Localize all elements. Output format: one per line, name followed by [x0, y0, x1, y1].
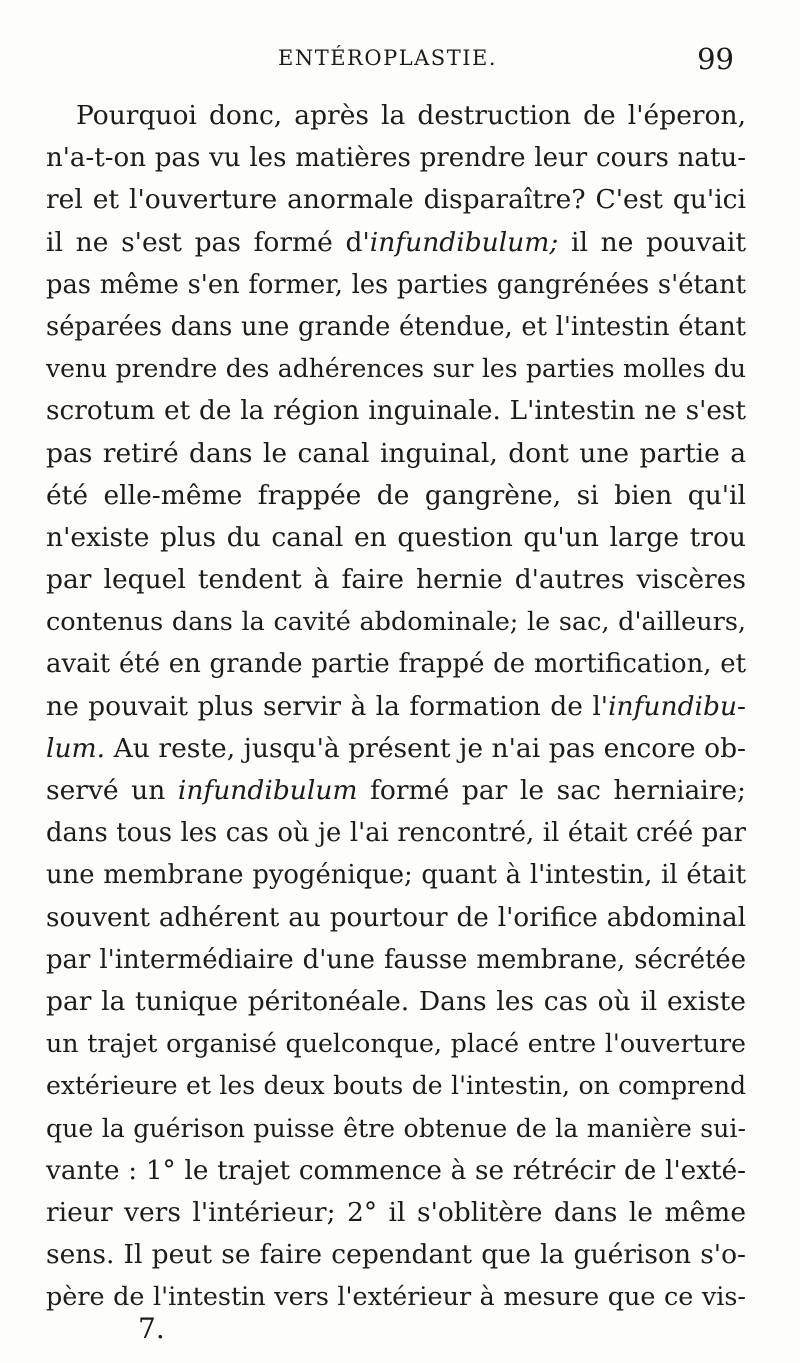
text-segment: rieur vers l'intérieur; 2° il s'oblitère dans le même	[46, 1196, 746, 1228]
text-segment: pas même s'en former, les parties gangrénées s'étant	[46, 269, 746, 300]
text-line	[46, 1023, 746, 1065]
text-segment: servé un	[46, 775, 178, 806]
text-segment: scrotum et de la région inguinale. L'intestin ne s'est	[46, 396, 746, 427]
text-segment: Au reste, jusqu'à présent je n'ai pas encore ob-	[105, 732, 746, 764]
text-segment: sens. Il peut se faire cependant que la guérison s'o-	[46, 1239, 746, 1271]
text-line	[46, 728, 746, 770]
text-line	[46, 179, 746, 221]
text-segment: été elle-même frappée de gangrène, si bien qu'il	[46, 479, 746, 511]
text-segment: contenus dans la cavité abdominale; le sac, d'ailleurs,	[46, 607, 746, 638]
text-segment: ne pouvait plus servir à la formation de l'	[46, 690, 609, 722]
text-segment: il ne s'est pas formé d'	[46, 226, 370, 258]
text-segment: venu prendre des adhérences sur les parties molles du	[46, 354, 746, 384]
text-line	[46, 475, 746, 517]
text-line	[46, 95, 746, 137]
page-number: 99	[697, 42, 734, 76]
text-line	[46, 601, 746, 643]
text-segment: que la guérison puisse être obtenue de la manière sui-	[46, 1113, 746, 1143]
italic-segment: lum.	[46, 732, 106, 764]
text-line	[46, 348, 746, 390]
text-line	[46, 137, 746, 179]
text-segment: extérieure et les deux bouts de l'intestin, on comprend	[46, 1071, 746, 1101]
text-line	[46, 854, 746, 896]
text-line	[46, 812, 746, 854]
text-line	[46, 897, 746, 939]
text-line	[46, 1065, 746, 1107]
text-line	[46, 306, 746, 348]
body-text	[46, 95, 746, 1318]
italic-segment: infundibu-	[608, 690, 746, 722]
text-segment: une membrane pyogénique; quant à l'intestin, il était	[46, 860, 746, 891]
text-line	[46, 770, 746, 812]
text-segment: rel et l'ouverture anormale disparaître? C'est qu'ici	[46, 184, 746, 216]
italic-segment: infundibulum;	[369, 226, 559, 258]
text-segment: par l'intermédiaire d'une fausse membrane, sécrétée	[46, 944, 746, 975]
signature-mark: 7.	[138, 1312, 165, 1345]
text-line	[46, 390, 746, 432]
text-line	[46, 686, 746, 728]
text-line	[46, 559, 746, 601]
text-segment: par lequel tendent à faire hernie d'autres viscères	[46, 564, 746, 596]
page-header	[0, 42, 800, 76]
text-segment: avait été en grande partie frappé de mortification, et	[46, 649, 746, 680]
text-segment: vante : 1° le trajet commence à se rétrécir de l'exté-	[46, 1155, 746, 1186]
text-segment: il ne pouvait	[558, 226, 746, 258]
text-line	[46, 517, 746, 559]
text-segment: un trajet organisé quelconque, placé entre l'ouverture	[46, 1029, 746, 1059]
text-segment: pas retiré dans le canal inguinal, dont une partie a	[46, 437, 746, 469]
text-segment: par la tunique péritonéale. Dans les cas où il existe	[46, 985, 746, 1017]
text-line	[46, 1150, 746, 1192]
text-segment: dans tous les cas où je l'ai rencontré, il était créé par	[46, 818, 746, 849]
text-segment: séparées dans une grande étendue, et l'intestin étant	[46, 311, 746, 342]
text-line	[46, 222, 746, 264]
italic-segment: infundibulum	[177, 775, 358, 806]
text-segment: souvent adhérent au pourtour de l'orifice abdominal	[46, 902, 746, 933]
text-line	[46, 1234, 746, 1276]
text-line	[46, 433, 746, 475]
text-line	[46, 939, 746, 981]
text-line	[46, 981, 746, 1023]
text-segment: père de l'intestin vers l'extérieur à mesure que ce vis-	[46, 1282, 746, 1313]
running-title: ENTÉROPLASTIE.	[278, 46, 498, 70]
text-line	[46, 1192, 746, 1234]
text-segment: n'existe plus du canal en question qu'un large trou	[46, 521, 746, 553]
text-line	[46, 643, 746, 685]
text-line	[46, 264, 746, 306]
text-segment: Pourquoi donc, après la destruction de l'éperon,	[76, 100, 746, 131]
text-line	[46, 1108, 746, 1150]
text-segment: formé par le sac herniaire;	[357, 775, 746, 806]
text-segment: n'a-t-on pas vu les matières prendre leur cours natu-	[46, 143, 746, 174]
